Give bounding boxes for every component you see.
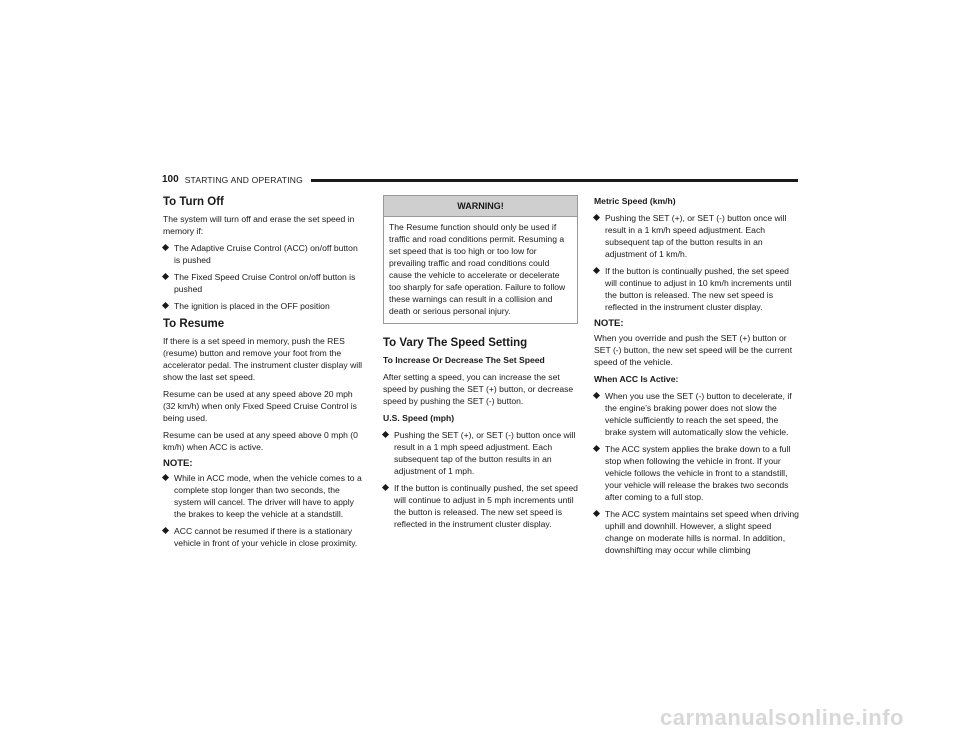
warning-text: The Resume function should only be used if traffic and road conditions permit. Resuming a set speed that is too high or too low for prevailing traffic and road conditions could cause the vehicle to accelerate or decelerate too sharply for safe operation. Failure to follow these warnings can result in a collision and death or serious personal injury. — [389, 222, 566, 316]
list-item: Pushing the SET (+), or SET (-) button once will result in a 1 km/h speed adjustment. Each subsequent tap of the button results in an adjustment of 1 km/h. — [594, 212, 799, 260]
note-text: When you override and push the SET (+) button or SET (-) button, the new set speed will be the current speed of the vehicle. — [594, 333, 793, 367]
list-item: The Adaptive Cruise Control (ACC) on/off button is pushed — [163, 242, 366, 266]
list-item: If the button is continually pushed, the set speed will continue to adjust in 10 km/h increments until the button is released. The new set speed is reflected in the instrument cluster display. — [594, 265, 799, 313]
note-label: NOTE: — [594, 318, 624, 329]
vary-intro: After setting a speed, you can increase the set speed by pushing the SET (+) button, or decrease speed by pushing the SET (-) button. — [383, 372, 574, 406]
page-number: 100 — [162, 174, 179, 185]
resume-paragraph: If there is a set speed in memory, push the RES (resume) button and remove your foot from the accelerator pedal. The instrument cluster display will show the last set speed. — [163, 336, 363, 382]
column-left — [163, 195, 366, 554]
vary-heading: To Vary The Speed Setting — [383, 337, 528, 349]
resume-heading: To Resume — [163, 318, 225, 330]
watermark: carmanualsonline.info — [660, 705, 904, 730]
list-item: While in ACC mode, when the vehicle comes to a complete stop longer than two seconds, the system will cancel. The driver will have to apply the brakes to keep the vehicle at a standstill. — [163, 472, 366, 520]
header-rule — [311, 179, 798, 182]
metric-speed-label: Metric Speed (km/h) — [594, 196, 676, 206]
list-item: The Fixed Speed Cruise Control on/off button is pushed — [163, 271, 366, 295]
resume-paragraph: Resume can be used at any speed above 0 mph (0 km/h) when ACC is active. — [163, 430, 358, 452]
list-item: The ACC system maintains set speed when driving uphill and downhill. However, a slight speed change on moderate hills is normal. In addition, downshifting may occur while climbing — [594, 508, 799, 556]
column-middle — [383, 195, 578, 535]
list-item: Pushing the SET (+), or SET (-) button once will result in a 1 mph speed adjustment. Each subsequent tap of the button results in an adjustment of 1 mph. — [383, 429, 578, 477]
column-right — [594, 195, 799, 561]
turn-off-list — [163, 242, 366, 312]
section-title: STARTING AND OPERATING — [184, 175, 303, 185]
acc-active-list — [594, 390, 799, 556]
us-speed-label: U.S. Speed (mph) — [383, 413, 455, 423]
turn-off-heading: To Turn Off — [163, 196, 224, 208]
page-header — [162, 174, 798, 186]
note-label: NOTE: — [163, 458, 193, 469]
resume-paragraph: Resume can be used at any speed above 20 mph (32 km/h) when only Fixed Speed Cruise Control is being used. — [163, 389, 357, 423]
list-item: If the button is continually pushed, the set speed will continue to adjust in 5 mph increments until the button is released. The new set speed is reflected in the instrument cluster display. — [383, 482, 578, 530]
metric-speed-list — [594, 212, 799, 313]
turn-off-intro: The system will turn off and erase the set speed in memory if: — [163, 214, 355, 236]
list-item: The ignition is placed in the OFF position — [163, 300, 366, 312]
warning-title: WARNING! — [384, 196, 577, 217]
acc-active-label: When ACC Is Active: — [594, 374, 679, 384]
vary-subheading: To Increase Or Decrease The Set Speed — [383, 355, 545, 365]
warning-box — [383, 195, 578, 324]
us-speed-list — [383, 429, 578, 530]
list-item: The ACC system applies the brake down to a full stop when following the vehicle in front. If your vehicle follows the vehicle in front to a standstill, your vehicle will release the brakes two seconds after coming to a full stop. — [594, 443, 799, 503]
note-list — [163, 472, 366, 549]
list-item: When you use the SET (-) button to decelerate, if the engine’s braking power does not slow the vehicle sufficiently to reach the set speed, the brake system will automatically slow the vehicle. — [594, 390, 799, 438]
list-item: ACC cannot be resumed if there is a stationary vehicle in front of your vehicle in close proximity. — [163, 525, 366, 549]
